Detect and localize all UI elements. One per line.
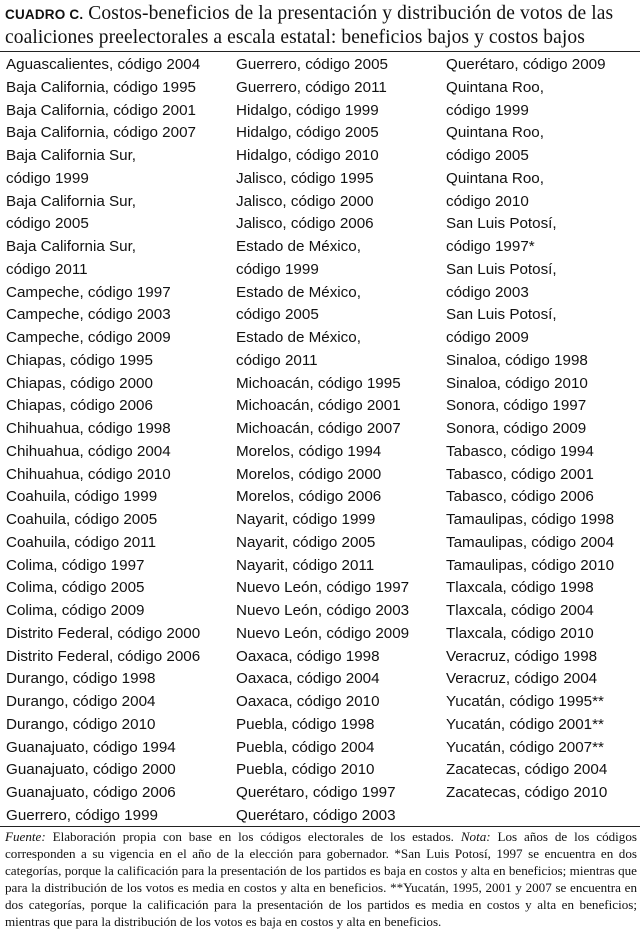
table-cell: Quintana Roo,: [446, 78, 544, 96]
table-cell: Morelos, código 2000: [236, 465, 382, 483]
table-cell: código 2005: [6, 215, 89, 233]
table-cell: Jalisco, código 1995: [236, 169, 374, 187]
table-cell: Distrito Federal, código 2006: [6, 647, 201, 665]
table-cell: Coahuila, código 2011: [6, 533, 157, 551]
table-column-3: [446, 54, 636, 805]
table-column-2: [236, 54, 440, 828]
table-cell: Jalisco, código 2000: [236, 192, 374, 210]
table-cell: Yucatán, código 2001**: [446, 715, 604, 733]
table-cell: Baja California, código 1995: [6, 78, 196, 96]
table-cell: Sonora, código 1997: [446, 397, 587, 415]
footnote-note-label: Nota:: [460, 829, 491, 844]
table-cell: Nayarit, código 2011: [236, 556, 375, 574]
top-rule: [0, 51, 640, 52]
table-cell: código 1999: [6, 169, 89, 187]
table-cell: código 2005: [236, 306, 319, 324]
table-cell: San Luis Potosí,: [446, 306, 557, 324]
table-cell: Nuevo León, código 2003: [236, 602, 410, 619]
table-cell: Baja California Sur,: [6, 238, 137, 255]
table-cell: Puebla, código 1998: [236, 715, 375, 733]
table-label: CUADRO C.: [5, 7, 84, 22]
table-cell: Nayarit, código 2005: [236, 533, 376, 551]
table-cell: Durango, código 2010: [6, 715, 156, 733]
table-title: [5, 2, 637, 49]
table-cell: Chihuahua, código 2010: [6, 465, 171, 483]
table-cell: Oaxaca, código 2004: [236, 670, 380, 688]
table-cell: Tamaulipas, código 2004: [446, 533, 615, 551]
bottom-rule: [0, 826, 640, 827]
table-cell: Guanajuato, código 1994: [6, 738, 176, 756]
table-cell: Colima, código 2005: [6, 579, 145, 597]
table-cell: Tlaxcala, código 1998: [446, 579, 594, 597]
table-cell: Baja California Sur,: [6, 147, 137, 164]
table-cell: Yucatán, código 2007**: [446, 738, 604, 756]
table-cell: Campeche, código 1997: [6, 283, 171, 301]
table-cell: código 1999: [236, 260, 319, 278]
table-cell: Estado de México,: [236, 283, 361, 301]
table-cell: Coahuila, código 2005: [6, 511, 158, 528]
table-cell: Tlaxcala, código 2010: [446, 624, 594, 642]
table-cell: Hidalgo, código 2010: [236, 147, 379, 164]
table-cell: Oaxaca, código 1998: [236, 647, 380, 665]
table-cell: Puebla, código 2004: [236, 738, 375, 756]
table-cell: Baja California, código 2007: [6, 124, 196, 142]
table-cell: Guanajuato, código 2006: [6, 784, 176, 801]
table-cell: Querétaro, código 1997: [236, 784, 396, 801]
table-cell: Estado de México,: [236, 329, 361, 346]
table-cell: Tabasco, código 2006: [446, 488, 594, 506]
table-cell: Veracruz, código 1998: [446, 647, 598, 665]
table-cell: Durango, código 1998: [6, 670, 156, 688]
table-cell: Quintana Roo,: [446, 124, 544, 142]
table-cell: Sinaloa, código 2010: [446, 374, 588, 392]
table-cell: Colima, código 2009: [6, 602, 145, 619]
table-cell: Michoacán, código 2001: [236, 397, 401, 415]
table-cell: Michoacán, código 2007: [236, 420, 401, 437]
table-cell: código 1997*: [446, 238, 535, 255]
table-cell: Nuevo León, código 2009: [236, 624, 410, 642]
table-cell: Campeche, código 2009: [6, 329, 171, 346]
table-cell: Yucatán, código 1995**: [446, 693, 604, 710]
table-cell: Michoacán, código 1995: [236, 374, 401, 392]
table-cell: Durango, código 2004: [6, 693, 156, 710]
table-cell: código 1999: [446, 101, 529, 119]
table-cell: código 2003: [446, 283, 529, 301]
table-cell: Tlaxcala, código 2004: [446, 602, 594, 619]
table-cell: Zacatecas, código 2004: [446, 761, 608, 779]
table-cell: Querétaro, código 2009: [446, 56, 606, 73]
table-cell: Tabasco, código 2001: [446, 465, 594, 483]
table-cell: Morelos, código 1994: [236, 442, 382, 460]
table-cell: Hidalgo, código 2005: [236, 124, 379, 142]
footnote-source-label: Fuente:: [5, 829, 46, 844]
table-cell: Tamaulipas, código 1998: [446, 511, 615, 528]
footnote-note-text: Los años de los códigos corresponden a su vigencia en el año de la elección para gobernador. *San Luis Potosí, 1997 se encuentra en dos categorías, porque la calificación para la presentación de los partidos es baja en costos y alta en beneficios; mientras que para la distribución de los votos es media en costos y alta en beneficios. **Yucatán, 1995, 2001 y 2007 se encuentra en dos categorías, porque la calificación para la presentación de los partidos es media en costos y alta en beneficios; mientras que para la distribución de los votos es baja en costos y alta en beneficios.: [5, 829, 637, 929]
table-cell: Chihuahua, código 2004: [6, 442, 171, 460]
table-cell: Sonora, código 2009: [446, 420, 587, 437]
table-cell: código 2011: [6, 260, 88, 278]
table-cell: Veracruz, código 2004: [446, 670, 598, 688]
table-cell: Chiapas, código 1995: [6, 351, 153, 369]
table-cell: Guerrero, código 2011: [236, 78, 387, 96]
table-cell: Baja California Sur,: [6, 192, 137, 210]
table-cell: Coahuila, código 1999: [6, 488, 158, 506]
table-cell: San Luis Potosí,: [446, 215, 557, 233]
table-cell: Guerrero, código 2005: [236, 56, 388, 73]
table-cell: Distrito Federal, código 2000: [6, 624, 201, 642]
table-cell: Campeche, código 2003: [6, 306, 171, 324]
table-cell: código 2010: [446, 192, 529, 210]
table-cell: Nuevo León, código 1997: [236, 579, 410, 597]
table-cell: Sinaloa, código 1998: [446, 351, 588, 369]
table-cell: Oaxaca, código 2010: [236, 693, 380, 710]
table-cell: Quintana Roo,: [446, 169, 544, 187]
table-cell: Jalisco, código 2006: [236, 215, 374, 233]
table-cell: Aguascalientes, código 2004: [6, 56, 201, 73]
table-cell: Tamaulipas, código 2010: [446, 556, 615, 574]
table-cell: Hidalgo, código 1999: [236, 101, 379, 119]
table-cell: Colima, código 1997: [6, 556, 145, 574]
footnote: [5, 829, 637, 930]
table-column-1: [6, 54, 230, 828]
table-cell: Chiapas, código 2006: [6, 397, 153, 415]
table-cell: Chihuahua, código 1998: [6, 420, 171, 437]
table-cell: Chiapas, código 2000: [6, 374, 153, 392]
table-cell: San Luis Potosí,: [446, 260, 557, 278]
table-cell: código 2005: [446, 147, 529, 164]
table-title-text: Costos-beneficios de la presentación y distribución de votos de las coaliciones preelectorales a escala estatal: beneficios bajos y costos bajos: [5, 3, 614, 48]
footnote-source-text: Elaboración propia con base en los códigos electorales de los estados.: [45, 829, 461, 844]
table-cell: Nayarit, código 1999: [236, 511, 376, 528]
table-cell: Morelos, código 2006: [236, 488, 382, 506]
table-cell: Estado de México,: [236, 238, 361, 255]
table-cell: Querétaro, código 2003: [236, 806, 396, 824]
table-cell: código 2011: [236, 351, 318, 369]
table-cell: Baja California, código 2001: [6, 101, 196, 119]
table-cell: Puebla, código 2010: [236, 761, 375, 779]
table-cell: Tabasco, código 1994: [446, 442, 594, 460]
table-cell: código 2009: [446, 329, 529, 346]
table-cell: Guerrero, código 1999: [6, 806, 158, 824]
table-cell: Zacatecas, código 2010: [446, 784, 608, 801]
table-cell: Guanajuato, código 2000: [6, 761, 176, 779]
